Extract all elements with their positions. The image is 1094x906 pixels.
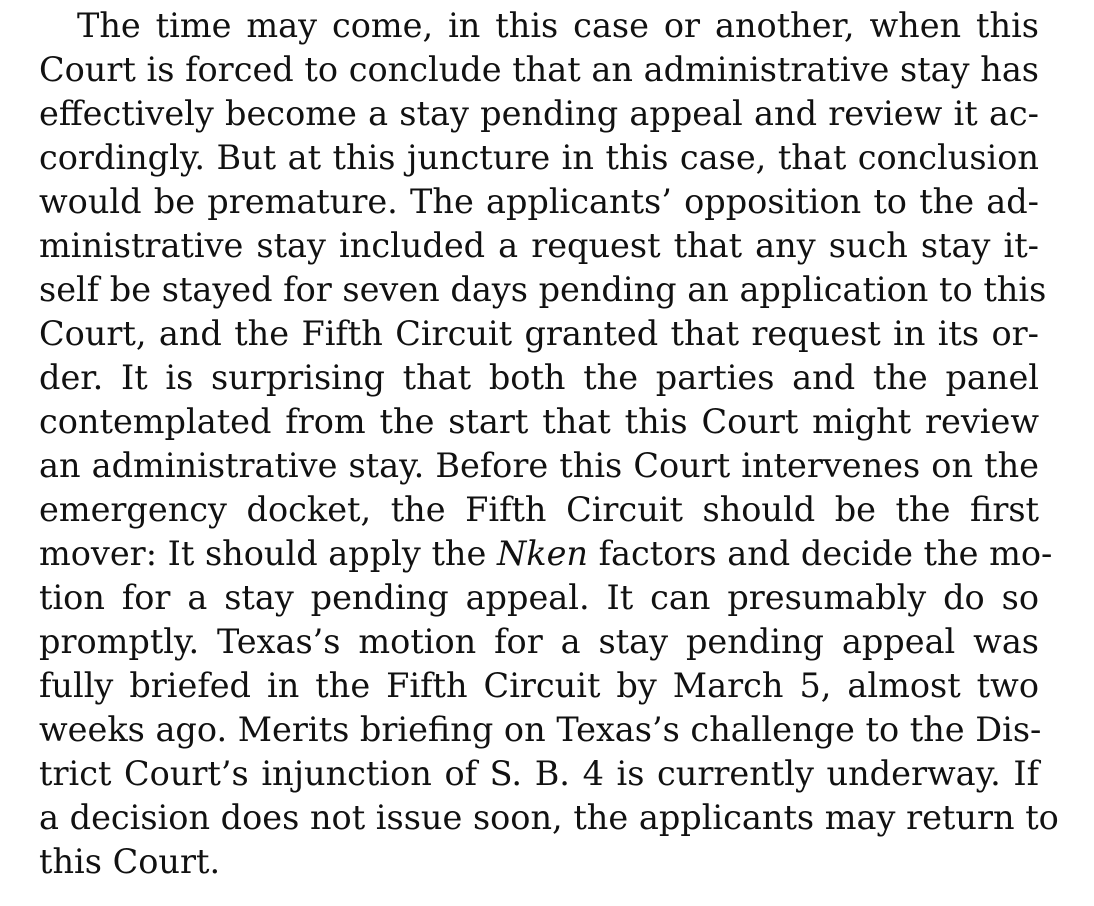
- text-segment: effectively become a stay pending appeal and review it ac-: [39, 94, 1039, 133]
- text-line: [39, 752, 1039, 796]
- text-segment: an administrative stay. Before this Court intervenes on the: [39, 446, 1039, 485]
- text-line: [39, 488, 1039, 532]
- text-line: [39, 400, 1039, 444]
- text-segment: self be stayed for seven days pending an application to this: [39, 270, 1047, 309]
- text-segment: der. It is surprising that both the parties and the panel: [39, 358, 1039, 397]
- text-segment: would be premature. The applicants’ opposition to the ad-: [39, 182, 1039, 221]
- text-segment: fully briefed in the Fifth Circuit by March 5, almost two: [39, 666, 1039, 705]
- text-segment: Court, and the Fifth Circuit granted that request in its or-: [39, 314, 1039, 353]
- text-segment: ministrative stay included a request that any such stay it-: [39, 226, 1039, 265]
- text-line: [39, 92, 1039, 136]
- text-segment: Court is forced to conclude that an administrative stay has: [39, 50, 1039, 89]
- text-line: [39, 796, 1059, 840]
- text-segment: emergency docket, the Fifth Circuit should be the first: [39, 490, 1039, 529]
- text-segment: a decision does not issue soon, the applicants may return to: [39, 798, 1059, 837]
- text-segment: cordingly. But at this juncture in this case, that conclusion: [39, 138, 1039, 177]
- text-line: [39, 664, 1039, 708]
- text-line: [39, 444, 1039, 488]
- text-line: [39, 48, 1039, 92]
- text-segment: trict Court’s injunction of S. B. 4 is currently underway. If: [39, 754, 1039, 793]
- case-name-italic: Nken: [496, 534, 588, 573]
- text-segment: The time may come, in this case or another, when this: [77, 6, 1039, 45]
- text-line: [39, 576, 1039, 620]
- text-line: [39, 136, 1039, 180]
- text-line: [39, 840, 1039, 884]
- text-line: [39, 268, 1047, 312]
- text-segment: tion for a stay pending appeal. It can presumably do so: [39, 578, 1039, 617]
- text-line: [39, 356, 1039, 400]
- body-paragraph: [39, 4, 1059, 884]
- text-segment: contemplated from the start that this Court might review: [39, 402, 1039, 441]
- text-line: [39, 708, 1042, 752]
- text-line: [39, 224, 1039, 268]
- text-segment: weeks ago. Merits briefing on Texas’s challenge to the Dis-: [39, 710, 1042, 749]
- text-segment: mover: It should apply the: [39, 534, 497, 573]
- text-line: [39, 180, 1039, 224]
- text-segment: promptly. Texas’s motion for a stay pending appeal was: [39, 622, 1039, 661]
- text-line: [39, 312, 1039, 356]
- text-line: [39, 620, 1039, 664]
- text-line: [39, 532, 1053, 576]
- text-line: [39, 4, 1039, 48]
- text-segment: this Court.: [39, 842, 221, 881]
- text-segment: factors and decide the mo-: [587, 534, 1053, 573]
